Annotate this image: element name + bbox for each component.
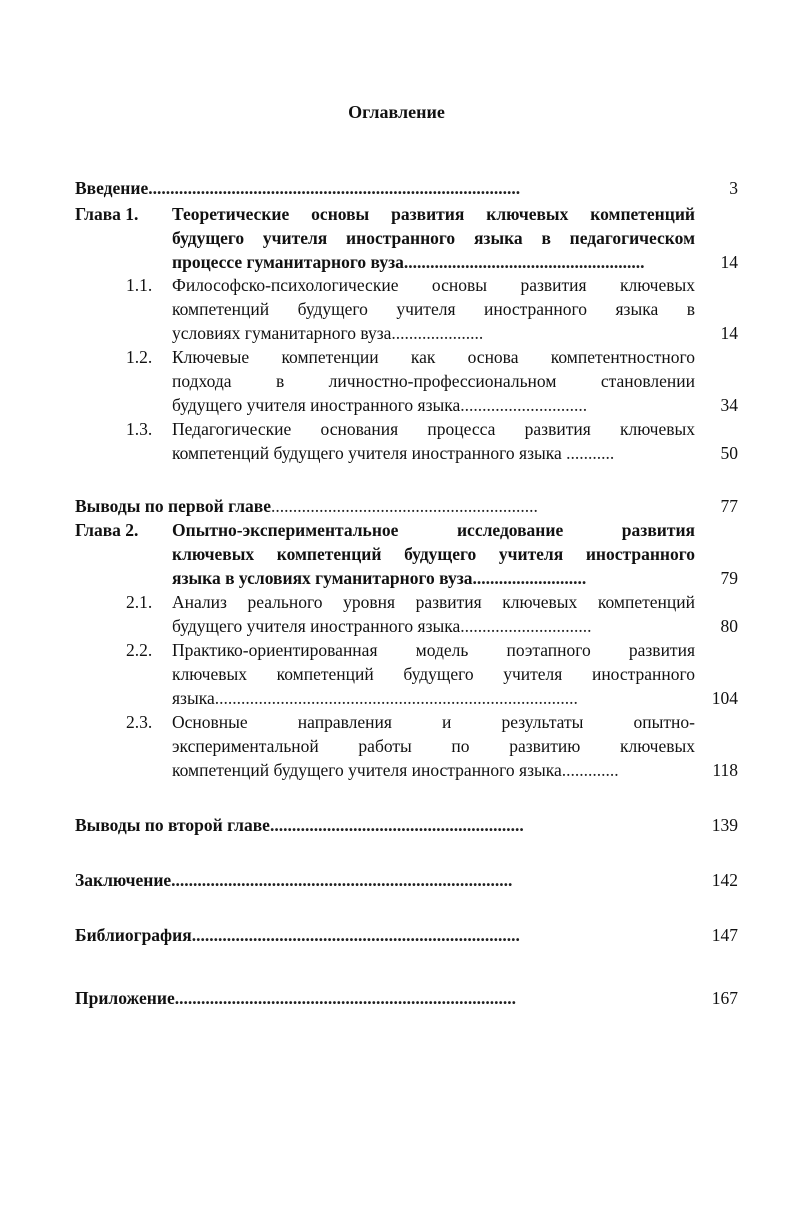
section-label: 1.3.	[126, 419, 153, 439]
leader-dots: ..........................................................	[269, 815, 524, 835]
toc-line: Заключение..............................................................................	[75, 870, 513, 890]
toc-line: Философско-психологические основы развития ключевых	[172, 275, 695, 295]
leader-dots: ..............................	[460, 616, 592, 636]
toc-line: Введение.....................................................................................	[75, 178, 521, 198]
section-label: 2.2.	[126, 640, 153, 660]
toc-entry-text	[75, 813, 695, 837]
toc-line: Анализ реального уровня развития ключевых компетенций	[172, 592, 695, 612]
page-number: 77	[720, 496, 738, 516]
toc-line: Практико-ориентированная модель поэтапного развития	[172, 640, 695, 660]
leader-dots: ..........................	[472, 568, 587, 588]
toc-line: компетенций будущего учителя иностранного языка в	[172, 299, 695, 319]
page-number: 80	[720, 616, 738, 636]
toc-entry-text	[172, 345, 695, 417]
page-number: 50	[720, 443, 738, 463]
toc-line: языка в условиях гуманитарного вуза..........................	[172, 568, 587, 588]
page-number: 139	[711, 815, 738, 835]
leader-dots: .............................................................	[270, 496, 538, 516]
toc-entry-text	[172, 202, 695, 274]
toc-line: Основные направления и результаты опытно-	[172, 712, 695, 732]
page-number: 14	[720, 323, 738, 343]
leader-dots: ..............................................................................	[171, 870, 513, 890]
page-number: 147	[711, 925, 738, 945]
toc-line: процессе гуманитарного вуза.......................................................	[172, 252, 645, 272]
leader-dots: ...........	[561, 443, 615, 463]
page-number: 79	[720, 568, 738, 588]
page-number: 34	[720, 395, 738, 415]
section-label: 2.3.	[126, 712, 153, 732]
toc-line: ключевых компетенций будущего учителя иностранного	[172, 664, 695, 684]
leader-dots: ...................................................................................	[214, 688, 578, 708]
leader-dots: .......................................................	[403, 252, 645, 272]
page-number: 167	[711, 988, 738, 1008]
toc-line: Выводы по второй главе..........................................................	[75, 815, 524, 835]
toc-entry-text	[75, 494, 695, 518]
toc-line: Выводы по первой главе.............................................................	[75, 496, 538, 516]
toc-entry-text	[172, 638, 695, 710]
page-title: Оглавление	[348, 102, 445, 122]
toc-entry-text	[75, 923, 695, 947]
toc-line: Опытно-экспериментальное исследование развития	[172, 520, 695, 540]
toc-line: компетенций будущего учителя иностранного языка.............	[172, 760, 619, 780]
toc-entry-text	[75, 986, 695, 1010]
chapter-label: Глава 2.	[75, 520, 139, 540]
toc-line: будущего учителя иностранного языка..............................	[172, 616, 592, 636]
toc-entry-text	[172, 518, 695, 590]
toc-entry-text	[172, 710, 695, 782]
toc-entry-text	[172, 417, 695, 465]
toc-line: ключевых компетенций будущего учителя иностранного	[172, 544, 695, 564]
toc-line: Ключевые компетенции как основа компетентностного	[172, 347, 695, 367]
toc-line: Педагогические основания процесса развития ключевых	[172, 419, 695, 439]
page-number: 104	[711, 688, 738, 708]
toc-line: экспериментальной работы по развитию ключевых	[172, 736, 695, 756]
section-label: 1.1.	[126, 275, 153, 295]
leader-dots: ...........................................................................	[191, 925, 520, 945]
toc-line: Библиография...........................................................................	[75, 925, 520, 945]
toc-entry-text	[172, 273, 695, 345]
toc-entry-text	[75, 868, 695, 892]
toc-line: будущего учителя иностранного языка в педагогическом	[172, 228, 695, 248]
toc-line: подхода в личностно-профессиональном становлении	[172, 371, 695, 391]
toc-line: будущего учителя иностранного языка.............................	[172, 395, 588, 415]
toc-line: языка...................................................................................	[172, 688, 578, 708]
leader-dots: .............................	[460, 395, 588, 415]
page-number: 14	[720, 252, 738, 272]
leader-dots: ..............................................................................	[174, 988, 516, 1008]
page-number: 142	[711, 870, 738, 890]
toc-entry-text	[172, 590, 695, 638]
leader-dots: .............	[561, 760, 619, 780]
section-label: 2.1.	[126, 592, 153, 612]
toc-line: условиях гуманитарного вуза.....................	[172, 323, 484, 343]
toc-line: компетенций будущего учителя иностранного языка ...........	[172, 443, 615, 463]
leader-dots: .....................	[391, 323, 484, 343]
chapter-label: Глава 1.	[75, 204, 139, 224]
toc-entry-text	[75, 176, 695, 200]
toc-line: Теоретические основы развития ключевых компетенций	[172, 204, 695, 224]
page-number: 118	[712, 760, 738, 780]
leader-dots: .....................................................................................	[148, 178, 521, 198]
section-label: 1.2.	[126, 347, 153, 367]
page-number: 3	[729, 178, 738, 198]
toc-line: Приложение..............................................................................	[75, 988, 516, 1008]
